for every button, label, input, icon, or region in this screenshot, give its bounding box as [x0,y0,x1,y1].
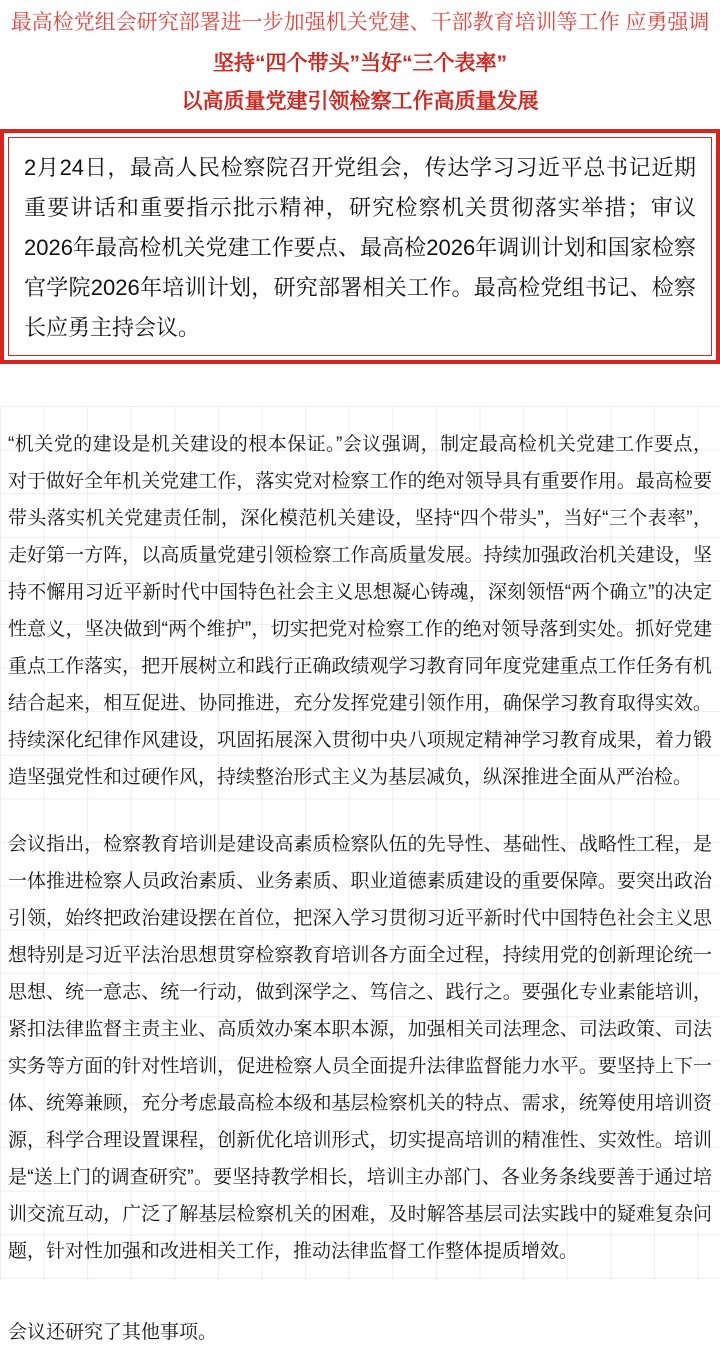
article-title-line-1: 坚持“四个带头”当好“三个表率” [213,52,507,75]
body-paragraph-2: 会议指出，检察教育培训是建设高素质检察队伍的先导性、基础性、战略性工程，是一体推进检察人员政治素质、业务素质、职业道德素质建设的重要保障。要突出政治引领，始终把政治建设摆在首位，把深入学习贯彻习近平新时代中国特色社会主义思想特别是习近平法治思想贯穿检察教育培训各方面全过程，持续用党的创新理论统一思想、统一意志、统一行动，做到深学之、笃信之、践行之。要强化专业素能培训，紧扣法律监督主责主业、高质效办案本职本源，加强相关司法理念、司法政策、司法实务等方面的针对性培训，促进检察人员全面提升法律监督能力水平。要坚持上下一体、统筹兼顾，充分考虑最高检本级和基层检察机关的特点、需求，统筹使用培训资源，科学合理设置课程，创新优化培训形式，切实提高培训的精准性、实效性。培训是“送上门的调查研究”。要坚持教学相长，培训主办部门、各业务条线要善于通过培训交流互动，广泛了解基层检察机关的困难，及时解答基层司法实践中的疑难复杂问题，针对性加强和改进相关工作，推动法律监督工作整体提质增效。 [8,834,712,1262]
article-body-grid-section [0,406,720,1280]
summary-box [0,129,720,364]
closing-line: 会议还研究了其他事项。 [8,1322,218,1343]
article-kicker: 最高检党组会研究部署进一步加强机关党建、干部教育培训等工作 应勇强调 [10,11,710,34]
article-header [0,0,720,114]
summary-box-text: 2月24日，最高人民检察院召开党组会，传达学习习近平总书记近期重要讲话和重要指示批示精神，研究检察机关贯彻落实举措；审议2026年最高检机关党建工作要点、最高检2026年调训计划和国家检察官学院2026年培训计划，研究部署相关工作。最高检党组书记、检察长应勇主持会议。 [8,137,712,356]
body-paragraph-1: “机关党的建设是机关建设的根本保证。”会议强调，制定最高检机关党建工作要点，对于做好全年机关党建工作，落实党对检察工作的绝对领导具有重要作用。最高检要带头落实机关党建责任制，深化模范机关建设，坚持“四个带头”，当好“三个表率”，走好第一方阵，以高质量党建引领检察工作高质量发展。持续加强政治机关建设，坚持不懈用习近平新时代中国特色社会主义思想凝心铸魂，深刻领悟“两个确立”的决定性意义，坚决做到“两个维护”，切实把党对检察工作的绝对领导落到实处。抓好党建重点工作落实，把开展树立和践行正确政绩观学习教育同年度党建重点工作任务有机结合起来，相互促进、协同推进，充分发挥党建引领作用，确保学习教育取得实效。持续深化纪律作风建设，巩固拓展深入贯彻中央八项规定精神学习教育成果，着力锻造坚强党性和过硬作风，持续整治形式主义为基层减负，纵深推进全面从严治检。 [8,434,712,788]
article-title-line-2: 以高质量党建引领检察工作高质量发展 [181,90,539,113]
